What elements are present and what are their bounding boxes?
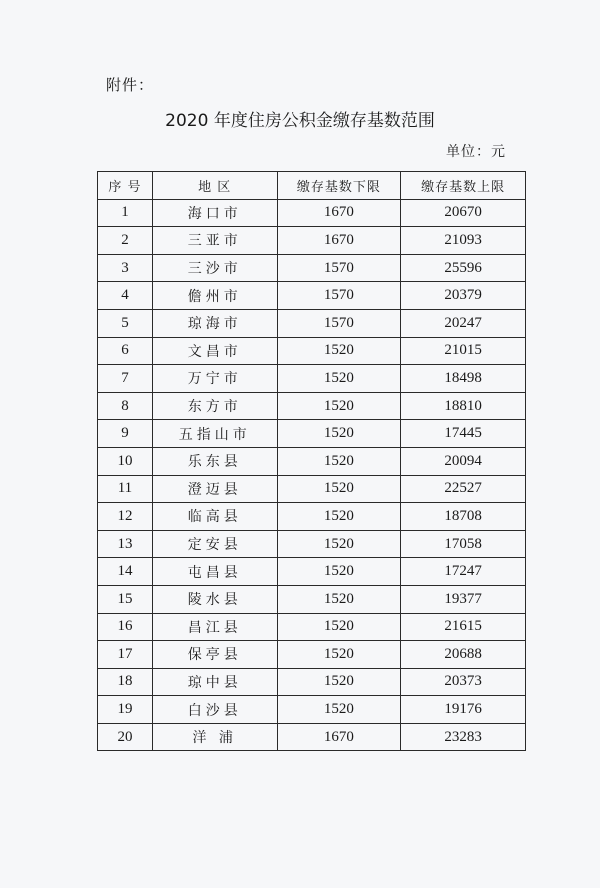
- table-row: [98, 365, 526, 393]
- table-row: [98, 392, 526, 420]
- row-upper-limit: 22527: [401, 475, 526, 503]
- row-region: 乐东县: [152, 447, 277, 475]
- row-lower-limit: 1520: [277, 668, 401, 696]
- row-lower-limit: 1520: [277, 392, 401, 420]
- row-region: 屯昌县: [152, 558, 277, 586]
- row-upper-limit: 18708: [401, 503, 526, 531]
- row-number: 19: [98, 696, 153, 724]
- row-number: 16: [98, 613, 153, 641]
- row-lower-limit: 1520: [277, 696, 401, 724]
- table-row: [98, 613, 526, 641]
- header-no: 序 号: [98, 172, 153, 200]
- row-upper-limit: 21093: [401, 227, 526, 255]
- row-region: 临高县: [152, 503, 277, 531]
- table-row: [98, 475, 526, 503]
- table-row: [98, 199, 526, 227]
- row-region: 海口市: [152, 199, 277, 227]
- row-number: 7: [98, 365, 153, 393]
- row-upper-limit: 19377: [401, 585, 526, 613]
- row-lower-limit: 1520: [277, 613, 401, 641]
- row-upper-limit: 21015: [401, 337, 526, 365]
- row-region: 万宁市: [152, 365, 277, 393]
- row-number: 2: [98, 227, 153, 255]
- table-row: [98, 420, 526, 448]
- table-body: [98, 199, 526, 751]
- row-number: 18: [98, 668, 153, 696]
- row-upper-limit: 20379: [401, 282, 526, 310]
- row-number: 3: [98, 254, 153, 282]
- table-row: [98, 447, 526, 475]
- row-number: 14: [98, 558, 153, 586]
- row-region: 三沙市: [152, 254, 277, 282]
- table-header-row: [98, 172, 526, 200]
- table-row: [98, 696, 526, 724]
- contribution-base-table: [97, 171, 526, 751]
- unit-label: 单位：元: [446, 144, 506, 160]
- row-number: 13: [98, 530, 153, 558]
- row-lower-limit: 1520: [277, 447, 401, 475]
- row-region: 东方市: [152, 392, 277, 420]
- row-region: 洋 浦: [152, 723, 277, 751]
- row-region: 昌江县: [152, 613, 277, 641]
- row-region: 白沙县: [152, 696, 277, 724]
- row-number: 11: [98, 475, 153, 503]
- row-upper-limit: 23283: [401, 723, 526, 751]
- row-upper-limit: 20373: [401, 668, 526, 696]
- table-row: [98, 641, 526, 669]
- row-upper-limit: 20247: [401, 309, 526, 337]
- row-number: 1: [98, 199, 153, 227]
- row-upper-limit: 19176: [401, 696, 526, 724]
- row-lower-limit: 1520: [277, 641, 401, 669]
- row-region: 琼中县: [152, 668, 277, 696]
- row-lower-limit: 1570: [277, 309, 401, 337]
- row-region: 澄迈县: [152, 475, 277, 503]
- table-row: [98, 337, 526, 365]
- row-region: 琼海市: [152, 309, 277, 337]
- table-row: [98, 723, 526, 751]
- document-title: 2020 年度住房公积金缴存基数范围: [165, 111, 435, 131]
- table-row: [98, 585, 526, 613]
- row-upper-limit: 21615: [401, 613, 526, 641]
- row-upper-limit: 20094: [401, 447, 526, 475]
- row-lower-limit: 1520: [277, 503, 401, 531]
- row-number: 6: [98, 337, 153, 365]
- row-lower-limit: 1520: [277, 337, 401, 365]
- row-number: 9: [98, 420, 153, 448]
- row-region: 定安县: [152, 530, 277, 558]
- row-upper-limit: 25596: [401, 254, 526, 282]
- row-upper-limit: 17247: [401, 558, 526, 586]
- row-lower-limit: 1570: [277, 282, 401, 310]
- row-number: 8: [98, 392, 153, 420]
- row-lower-limit: 1670: [277, 199, 401, 227]
- row-number: 4: [98, 282, 153, 310]
- attachment-label: 附件：: [106, 76, 155, 94]
- row-number: 15: [98, 585, 153, 613]
- table-row: [98, 668, 526, 696]
- row-lower-limit: 1520: [277, 530, 401, 558]
- row-lower-limit: 1520: [277, 420, 401, 448]
- row-upper-limit: 17445: [401, 420, 526, 448]
- row-region: 五指山市: [152, 420, 277, 448]
- table-row: [98, 530, 526, 558]
- header-upper-limit: 缴存基数上限: [401, 172, 526, 200]
- row-number: 12: [98, 503, 153, 531]
- table-row: [98, 503, 526, 531]
- header-region: 地 区: [152, 172, 277, 200]
- row-lower-limit: 1670: [277, 723, 401, 751]
- row-lower-limit: 1520: [277, 365, 401, 393]
- row-region: 三亚市: [152, 227, 277, 255]
- table-row: [98, 282, 526, 310]
- row-region: 陵水县: [152, 585, 277, 613]
- row-upper-limit: 20670: [401, 199, 526, 227]
- table-row: [98, 254, 526, 282]
- row-region: 文昌市: [152, 337, 277, 365]
- row-number: 20: [98, 723, 153, 751]
- row-lower-limit: 1520: [277, 558, 401, 586]
- row-lower-limit: 1520: [277, 475, 401, 503]
- row-number: 17: [98, 641, 153, 669]
- table-row: [98, 227, 526, 255]
- row-lower-limit: 1520: [277, 585, 401, 613]
- row-lower-limit: 1670: [277, 227, 401, 255]
- row-number: 5: [98, 309, 153, 337]
- header-lower-limit: 缴存基数下限: [277, 172, 401, 200]
- row-upper-limit: 18498: [401, 365, 526, 393]
- row-number: 10: [98, 447, 153, 475]
- row-region: 儋州市: [152, 282, 277, 310]
- row-lower-limit: 1570: [277, 254, 401, 282]
- row-upper-limit: 20688: [401, 641, 526, 669]
- row-region: 保亭县: [152, 641, 277, 669]
- row-upper-limit: 17058: [401, 530, 526, 558]
- row-upper-limit: 18810: [401, 392, 526, 420]
- table-row: [98, 309, 526, 337]
- table-row: [98, 558, 526, 586]
